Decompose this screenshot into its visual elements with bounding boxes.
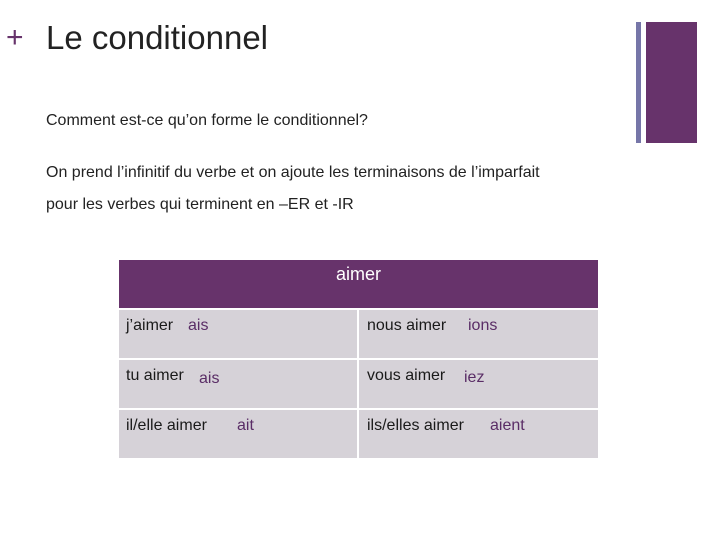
question-text: Comment est-ce qu’on forme le conditionnel? [46,112,368,129]
table-cell [359,410,598,458]
verb-ending: iez [464,369,485,386]
table-cell [119,410,357,458]
verb-ending: ais [199,370,220,387]
table-cell [359,310,598,358]
accent-bar-thick [646,22,697,143]
verb-stem: tu aimer [126,367,184,384]
verb-ending: ait [237,417,254,434]
verb-stem: ils/elles aimer [367,417,464,434]
explanation-line-1: On prend l’infinitif du verbe et on ajoute les terminaisons de l’imparfait [46,164,540,181]
table-header: aimer [119,260,598,308]
explanation-line-2: pour les verbes qui terminent en –ER et -IR [46,196,354,213]
conjugation-table [119,260,599,460]
verb-ending: ions [468,317,498,334]
table-cell [359,360,598,408]
slide-title: Le conditionnel [46,19,269,56]
table-cell [119,360,357,408]
plus-icon: + [6,21,24,54]
verb-ending: ais [188,317,209,334]
table-cell [119,310,357,358]
verb-ending: aient [490,417,525,434]
verb-stem: il/elle aimer [126,417,207,434]
verb-stem: nous aimer [367,317,447,334]
accent-bar-thin [636,22,641,143]
verb-stem: vous aimer [367,367,446,384]
verb-stem: j’aimer [126,317,174,334]
